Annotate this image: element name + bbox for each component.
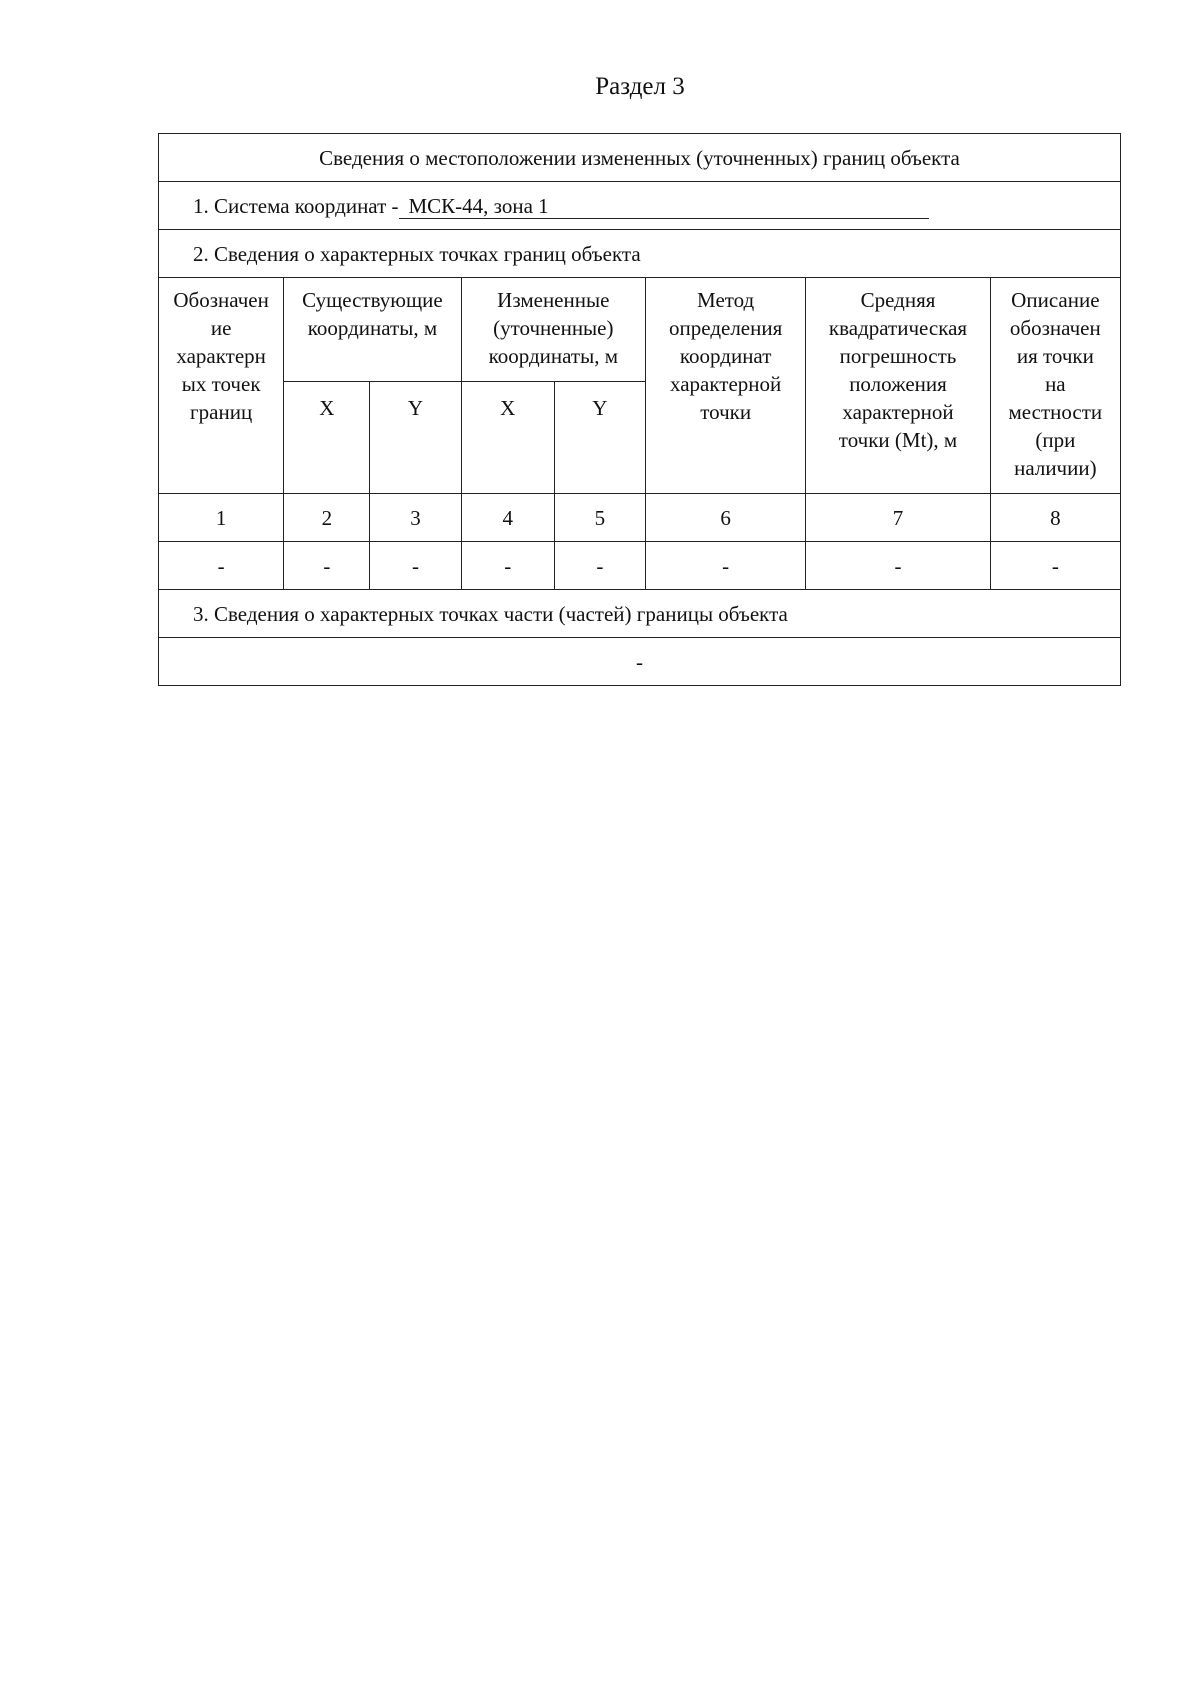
- column-number: 3: [370, 494, 461, 542]
- table-cell: -: [370, 542, 461, 590]
- column-number: 8: [990, 494, 1120, 542]
- table-cell: -: [645, 542, 805, 590]
- header-mean-error-text: Средняя квадратическая погрешность положения характерной точки (Mt), м: [828, 288, 968, 452]
- header-mean-error: [806, 278, 990, 494]
- table-cell: -: [990, 542, 1120, 590]
- column-number: 2: [284, 494, 370, 542]
- coord-system-value: МСК-44, зона 1: [399, 194, 929, 219]
- section-title: Раздел 3: [595, 73, 685, 100]
- column-number: 6: [645, 494, 805, 542]
- table-title: Сведения о местоположении измененных (уточненных) границ объекта: [159, 134, 1121, 182]
- column-number: 5: [554, 494, 645, 542]
- header-method-text: Метод определения координат характерной точки: [669, 288, 783, 424]
- header-point-designation: [159, 278, 284, 494]
- column-number: 4: [461, 494, 554, 542]
- header-existing-x: X: [284, 382, 370, 494]
- points-heading-row: [159, 230, 1121, 278]
- header-changed-x: X: [461, 382, 554, 494]
- points-heading: 2. Сведения о характерных точках границ объекта: [159, 230, 1121, 278]
- header-existing-y: Y: [370, 382, 461, 494]
- coord-system-row: [159, 182, 1121, 230]
- boundary-table: [158, 133, 1121, 686]
- coord-system-label: 1. Система координат -: [193, 193, 399, 218]
- header-point-designation-text: Обозначен ие характерн ых точек границ: [173, 288, 269, 424]
- column-number: 7: [806, 494, 990, 542]
- parts-heading: 3. Сведения о характерных точках части (частей) границы объекта: [159, 590, 1121, 638]
- header-row-1: [159, 278, 1121, 382]
- table-cell: -: [461, 542, 554, 590]
- table-cell: -: [284, 542, 370, 590]
- table-cell: -: [159, 542, 284, 590]
- header-changed-coords-text: Измененные (уточненные) координаты, м: [488, 288, 618, 368]
- parts-value-row: [159, 638, 1121, 686]
- header-existing-coords-text: Существующие координаты, м: [302, 288, 443, 340]
- table-cell: -: [554, 542, 645, 590]
- table-row: [159, 542, 1121, 590]
- header-changed-coords: [461, 278, 645, 382]
- header-existing-coords: [284, 278, 461, 382]
- header-method: [645, 278, 805, 494]
- header-description: [990, 278, 1120, 494]
- coord-system-cell: [159, 182, 1121, 230]
- parts-value: -: [159, 638, 1121, 686]
- column-number: 1: [159, 494, 284, 542]
- parts-heading-row: [159, 590, 1121, 638]
- column-numbers-row: [159, 494, 1121, 542]
- table-title-row: [159, 134, 1121, 182]
- header-description-text: Описание обозначен ия точки на местности (при наличии): [1008, 288, 1103, 480]
- table-cell: -: [806, 542, 990, 590]
- header-changed-y: Y: [554, 382, 645, 494]
